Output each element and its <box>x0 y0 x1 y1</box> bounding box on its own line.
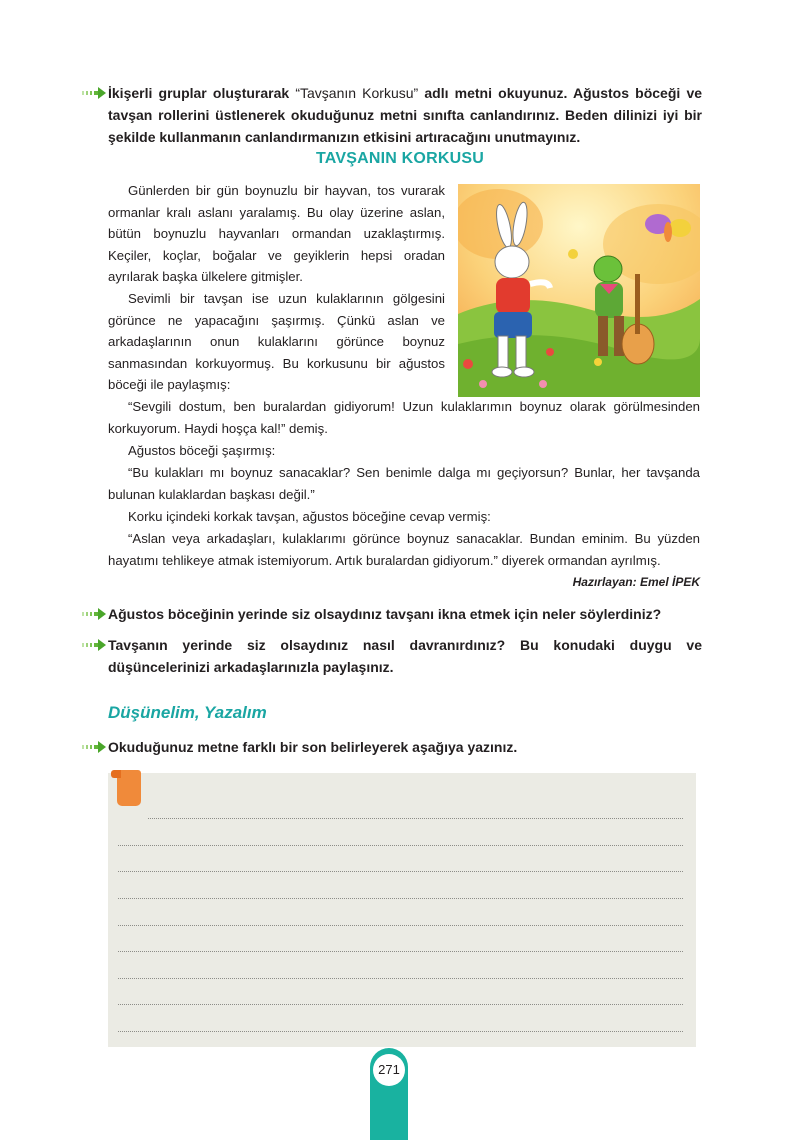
section-title: Düşünelim, Yazalım <box>108 703 267 722</box>
rabbit-cicada-illustration <box>458 184 700 397</box>
task-text-bold-cont: adlı metni okuyunuz. Ağustos böceği ve tavşan rollerini üstlenerek okuduğunuz metni sınıfta canlandırınız. Beden dilinizi iyi bir şekilde kullanmanın canlandırmanızın etkisini artıracağını unutmayınız. <box>108 85 703 145</box>
question-text: Ağustos böceğinin yerinde siz olsaydınız tavşanı ikna etmek için neler söylerdiniz? <box>108 606 662 622</box>
writing-line[interactable] <box>118 845 683 846</box>
story-paragraph: Sevimli bir tavşan ise uzun kulaklarının gölgesini görünce ne yapacağını şaşırmış. Çünkü aslan ve arkadaşlarının onun kulaklarını görünce boynuz sanmasından korkuyormuş. Bu korkusunu bir ağustos böceği ile paylaşmış: <box>108 291 445 392</box>
instruction-read-story <box>82 82 702 148</box>
story-paragraph: Korku içindeki korkak tavşan, ağustos böceğine cevap vermiş: <box>128 509 491 524</box>
story-paragraph: Günlerden bir gün boynuzlu bir hayvan, tos vurarak ormanlar kralı aslanı yaralamış. Bu olay üzerine aslan, bütün boynuzlu hayvanları ormandan uzaklaştırmış. Keçiler, koçlar, boğalar ve geyiklerin hepsi oradan ayrılarak başka ülkelere gitmişler. <box>108 183 445 284</box>
story-paragraph: “Aslan veya arkadaşları, kulaklarımı görünce boynuz sanacaklar. Bundan eminim. Bu yüzden hayatımı tehlikeye atmak istemiyorum. Artık buralardan gidiyorum.” diyerek ormandan ayrılmış. <box>108 531 700 568</box>
story-paragraph: Ağustos böceği şaşırmış: <box>128 443 276 458</box>
writing-line[interactable] <box>148 818 683 819</box>
story-paragraph: “Sevgili dostum, ben buralardan gidiyorum! Uzun kulaklarımın boynuz olarak görülmesinden korkuyorum. Haydi hoşça kal!” demiş. <box>108 399 700 436</box>
writing-line[interactable] <box>118 978 683 979</box>
story-author: Hazırlayan: Emel İPEK <box>572 575 700 589</box>
instruction-write-ending <box>82 736 702 758</box>
writing-line[interactable] <box>118 925 683 926</box>
writing-line[interactable] <box>118 951 683 952</box>
writing-line[interactable] <box>118 871 683 872</box>
bookmark-tab-icon <box>117 770 141 806</box>
arrow-bullet-icon <box>82 87 106 99</box>
question-rabbit <box>82 634 702 678</box>
writing-line[interactable] <box>118 898 683 899</box>
writing-line[interactable] <box>118 1004 683 1005</box>
story-title: TAVŞANIN KORKUSU <box>316 150 484 167</box>
page-number: 271 <box>373 1054 405 1086</box>
writing-line[interactable] <box>118 1031 683 1032</box>
story-title-reference: “Tavşanın Korkusu” <box>295 85 419 101</box>
arrow-bullet-icon <box>82 741 106 753</box>
task-text-bold: İkişerli gruplar oluşturarak <box>108 85 296 101</box>
question-text: Tavşanın yerinde siz olsaydınız nasıl davranırdınız? Bu konudaki duygu ve düşüncelerinizi arkadaşlarınızla paylaşınız. <box>108 637 702 675</box>
instruction-text: Okuduğunuz metne farklı bir son belirleyerek aşağıya yazınız. <box>108 739 518 755</box>
story-paragraph: “Bu kulakları mı boynuz sanacaklar? Sen benimle dalga mı geçiyorsun? Bunlar, her tavşanda bulunan kulaklardan başkası değil.” <box>108 465 700 502</box>
story-illustration <box>458 184 700 397</box>
arrow-bullet-icon <box>82 639 106 651</box>
writing-area[interactable] <box>108 773 696 1047</box>
arrow-bullet-icon <box>82 608 106 620</box>
question-cicada <box>82 603 702 625</box>
